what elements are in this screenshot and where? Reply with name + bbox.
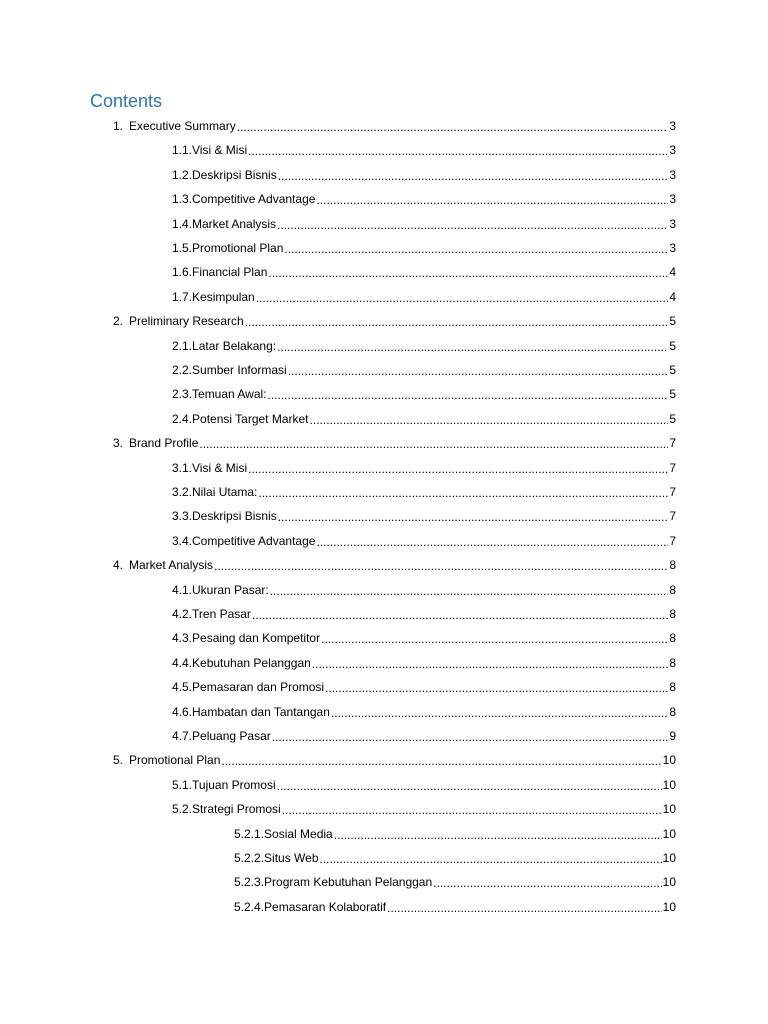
toc-entry[interactable] [113, 553, 676, 577]
toc-entry-title: Promotional Plan [192, 241, 284, 255]
toc-entry-title: Deskripsi Bisnis [192, 167, 277, 182]
toc-entry[interactable] [172, 138, 676, 162]
toc-dot-leader [321, 632, 668, 646]
toc-entry-title: Tujuan Promosi [192, 777, 276, 792]
toc-entry-number: 3.2. [172, 485, 193, 499]
toc-entry-number: 2.3. [172, 387, 193, 402]
toc-entry-page-number: 4 [669, 265, 676, 280]
toc-dot-leader [310, 413, 669, 427]
toc-entry-page-number: 10 [662, 826, 676, 841]
toc-entry-page-number: 8 [669, 704, 676, 719]
toc-entry-page-number: 8 [669, 558, 676, 573]
toc-entry-title: Hambatan dan Tantangan [192, 704, 330, 719]
toc-dot-leader [284, 242, 668, 256]
toc-entry-page-number: 10 [662, 777, 676, 792]
toc-dot-leader [258, 486, 668, 500]
toc-entry-page-number: 10 [662, 851, 676, 865]
toc-entry-page-number: 8 [669, 631, 676, 646]
toc-entry[interactable] [234, 870, 676, 894]
toc-dot-leader [387, 901, 662, 915]
toc-entry[interactable] [172, 407, 676, 431]
toc-entry-number: 4.2. [172, 607, 193, 621]
toc-entry-page-number: 7 [669, 460, 676, 475]
toc-entry-number: 2. [113, 314, 124, 329]
toc-entry-title: Visi & Misi [192, 460, 248, 475]
toc-entry-number: 5. [113, 753, 124, 768]
toc-entry-number: 4. [113, 558, 124, 573]
toc-entry-number: 1.6. [172, 265, 193, 280]
toc-entry[interactable] [172, 236, 676, 260]
toc-entry-number: 4.7. [172, 729, 193, 743]
toc-dot-leader [245, 315, 669, 329]
toc-entry-title: Market Analysis [192, 216, 277, 231]
toc-entry-number: 4.3. [172, 631, 193, 646]
toc-entry[interactable] [113, 114, 676, 138]
toc-entry[interactable] [172, 773, 676, 797]
toc-entry-page-number: 10 [662, 899, 676, 914]
toc-dot-leader [320, 852, 662, 866]
toc-entry-title: Competitive Advantage [192, 533, 316, 548]
toc-entry-title: Nilai Utama: [192, 485, 258, 499]
toc-entry-number: 1.7. [172, 289, 193, 304]
toc-dot-leader [288, 364, 669, 378]
toc-entry-number: 4.1. [172, 582, 193, 597]
toc-entry-page-number: 3 [669, 119, 676, 133]
toc-entry-page-number: 8 [669, 582, 676, 597]
toc-entry-number: 5.2.2. [234, 851, 265, 865]
toc-dot-leader [248, 144, 668, 158]
toc-dot-leader [316, 193, 668, 207]
toc-entry-number: 5.2.1. [234, 826, 265, 841]
toc-entry-number: 1.4. [172, 216, 193, 231]
toc-entry[interactable] [172, 187, 676, 211]
toc-entry-title: Pesaing dan Kompetitor [192, 631, 321, 646]
toc-entry-number: 4.5. [172, 680, 193, 695]
toc-entry[interactable] [234, 846, 676, 870]
toc-entry[interactable] [172, 285, 676, 309]
toc-entry-page-number: 5 [669, 387, 676, 402]
toc-entry-number: 2.2. [172, 363, 193, 377]
toc-entry-title: Temuan Awal: [192, 387, 267, 402]
toc-heading: Contents [90, 91, 163, 111]
toc-entry-title: Market Analysis [129, 558, 214, 573]
toc-entry-page-number: 3 [669, 143, 676, 158]
toc-entry[interactable] [234, 895, 676, 919]
toc-dot-leader [252, 608, 668, 622]
toc-entry-page-number: 10 [662, 875, 676, 890]
toc-entry-number: 5.2. [172, 802, 193, 817]
toc-entry-title: Ukuran Pasar: [192, 582, 269, 597]
toc-entry[interactable] [113, 309, 676, 333]
toc-entry-title: Program Kebutuhan Pelanggan [264, 875, 433, 890]
toc-dot-leader [214, 559, 668, 573]
toc-entry-number: 1.1. [172, 143, 193, 158]
toc-entry[interactable] [172, 480, 676, 504]
toc-entry[interactable] [172, 602, 676, 626]
toc-entry-number: 3.4. [172, 533, 193, 548]
toc-entry-page-number: 5 [669, 338, 676, 353]
toc-dot-leader [268, 266, 668, 280]
toc-entry-number: 1.3. [172, 192, 193, 207]
toc-entry-title: Tren Pasar [192, 607, 251, 621]
toc-entry-number: 4.6. [172, 704, 193, 719]
toc-entry-page-number: 8 [669, 607, 676, 621]
toc-entry-page-number: 5 [669, 411, 676, 426]
toc-entry-title: Financial Plan [192, 265, 268, 280]
toc-dot-leader [248, 462, 668, 476]
toc-entry[interactable] [234, 822, 676, 846]
toc-entry[interactable] [172, 382, 676, 406]
toc-entry-title: Strategi Promosi [192, 802, 281, 817]
toc-entry-page-number: 10 [662, 753, 676, 768]
toc-dot-leader [256, 291, 669, 305]
toc-entry[interactable] [172, 651, 676, 675]
toc-entry-page-number: 5 [669, 314, 676, 329]
toc-entry-title: Competitive Advantage [192, 192, 316, 207]
toc-entry-title: Situs Web [264, 851, 319, 865]
toc-dot-leader [221, 754, 661, 768]
toc-entry-title: Peluang Pasar [192, 729, 271, 743]
toc-entry-title: Executive Summary [129, 119, 236, 133]
toc-entry-number: 1.2. [172, 167, 193, 182]
toc-entry-number: 3.3. [172, 509, 193, 524]
toc-dot-leader [237, 120, 669, 134]
toc-entry-number: 5.1. [172, 777, 193, 792]
toc-entry[interactable] [172, 724, 676, 748]
toc-entry-title: Sumber Informasi [192, 363, 287, 377]
toc-dot-leader [316, 535, 668, 549]
toc-entry-title: Visi & Misi [192, 143, 248, 158]
toc-entry-page-number: 8 [669, 655, 676, 670]
toc-dot-leader [334, 828, 662, 842]
toc-entry-number: 3. [113, 436, 124, 451]
toc-entry-title: Deskripsi Bisnis [192, 509, 277, 524]
toc-entry[interactable] [172, 675, 676, 699]
toc-entry-page-number: 7 [669, 509, 676, 524]
toc-entry[interactable] [172, 212, 676, 236]
toc-dot-leader [278, 169, 669, 183]
toc-entry[interactable] [172, 797, 676, 821]
toc-dot-leader [277, 340, 668, 354]
toc-dot-leader [272, 730, 669, 744]
toc-dot-leader [331, 706, 668, 720]
toc-entry-number: 4.4. [172, 655, 193, 670]
toc-entry-number: 5.2.4. [234, 899, 265, 914]
toc-entry-title: Kesimpulan [192, 289, 255, 304]
toc-entry-page-number: 7 [669, 485, 676, 499]
toc-entry-page-number: 3 [669, 192, 676, 207]
toc-entry[interactable] [172, 163, 676, 187]
toc-dot-leader [277, 218, 668, 232]
toc-dot-leader [312, 657, 669, 671]
toc-entry-number: 2.4. [172, 411, 193, 426]
toc-entry-page-number: 3 [669, 167, 676, 182]
toc-entry-number: 2.1. [172, 338, 193, 353]
toc-entry-page-number: 9 [669, 729, 676, 743]
toc-entry-number: 1.5. [172, 241, 193, 255]
toc-entry[interactable] [113, 748, 676, 772]
toc-entry-page-number: 3 [669, 241, 676, 255]
toc-dot-leader [199, 437, 668, 451]
toc-entry[interactable] [113, 431, 676, 455]
toc-entry[interactable] [172, 529, 676, 553]
toc-entry-number: 3.1. [172, 460, 193, 475]
toc-dot-leader [325, 681, 668, 695]
toc-entry-number: 1. [113, 119, 124, 133]
toc-entry-page-number: 8 [669, 680, 676, 695]
toc-entry-title: Promotional Plan [129, 753, 221, 768]
toc-entry-title: Pemasaran Kolaboratif [264, 899, 387, 914]
toc-entry-title: Kebutuhan Pelanggan [192, 655, 311, 670]
toc-entry-page-number: 7 [669, 533, 676, 548]
toc-dot-leader [278, 510, 669, 524]
toc-dot-leader [433, 876, 661, 890]
toc-entry-title: Potensi Target Market [192, 411, 309, 426]
toc-entry-page-number: 5 [669, 363, 676, 377]
toc-entry[interactable] [172, 260, 676, 284]
toc-entry-title: Preliminary Research [129, 314, 244, 329]
toc-entry[interactable] [172, 456, 676, 480]
toc-dot-leader [268, 388, 669, 402]
toc-entry[interactable] [172, 700, 676, 724]
toc-entry-title: Brand Profile [129, 436, 199, 451]
toc-entry-page-number: 10 [662, 802, 676, 817]
toc-entry-title: Latar Belakang: [192, 338, 277, 353]
toc-dot-leader [270, 584, 669, 598]
toc-entry[interactable] [172, 626, 676, 650]
toc-dot-leader [282, 803, 662, 817]
toc-entry-title: Sosial Media [264, 826, 333, 841]
toc-entry-title: Pemasaran dan Promosi [192, 680, 325, 695]
toc-entry-page-number: 3 [669, 216, 676, 231]
toc-entry[interactable] [172, 334, 676, 358]
toc-entry[interactable] [172, 504, 676, 528]
toc-entry[interactable] [172, 578, 676, 602]
toc-entry-page-number: 4 [669, 289, 676, 304]
toc-dot-leader [277, 779, 662, 793]
toc-entry-number: 5.2.3. [234, 875, 265, 890]
toc-entry[interactable] [172, 358, 676, 382]
toc-entry-page-number: 7 [669, 436, 676, 451]
